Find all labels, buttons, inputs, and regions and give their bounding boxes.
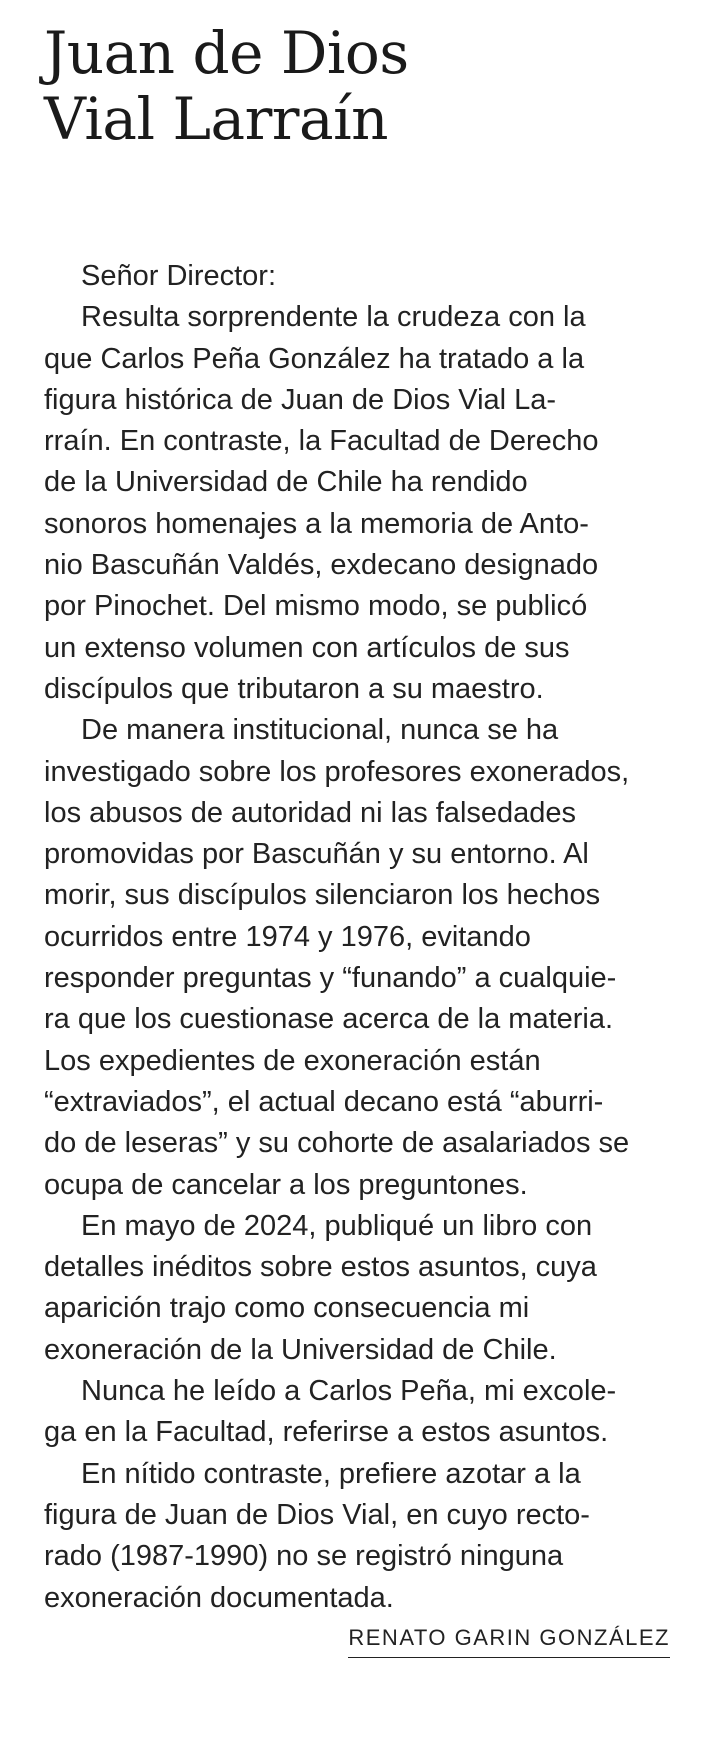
title-line: Juan de Dios (44, 19, 409, 87)
text-line: nio Bascuñán Valdés, exdecano designado (44, 549, 599, 582)
text-line: ocurridos entre 1974 y 1976, evitando (44, 920, 531, 953)
text-line: un extenso volumen con artículos de sus (44, 631, 570, 664)
text-line: que Carlos Peña González ha tratado a la (44, 342, 585, 375)
text-line: Nunca he leído a Carlos Peña, mi excole- (81, 1375, 617, 1408)
letter-title (44, 20, 670, 152)
text-line: aparición trajo como consecuencia mi (44, 1292, 530, 1325)
text-line: Señor Director: (81, 260, 277, 292)
letter-body (44, 256, 670, 1619)
text-line: figura de Juan de Dios Vial, en cuyo recto- (44, 1498, 590, 1531)
text-line: promovidas por Bascuñán y su entorno. Al (44, 838, 589, 871)
author-signature: RENATO GARIN GONZÁLEZ (348, 1625, 670, 1658)
text-line: ga en la Facultad, referirse a estos asuntos. (44, 1416, 609, 1449)
text-line: ra que los cuestionase acerca de la materia. (44, 1003, 614, 1036)
signature-block (44, 1625, 670, 1658)
text-line: De manera institucional, nunca se ha (81, 714, 559, 747)
text-line: En nítido contraste, prefiere azotar a la (81, 1457, 581, 1490)
text-line: morir, sus discípulos silenciaron los hechos (44, 879, 601, 912)
text-line: rraín. En contraste, la Facultad de Derecho (44, 425, 599, 458)
text-line: investigado sobre los profesores exonerados, (44, 755, 630, 788)
text-line: Los expedientes de exoneración están (44, 1044, 541, 1077)
text-line: figura histórica de Juan de Dios Vial La- (44, 383, 557, 416)
text-line: rado (1987-1990) no se registró ninguna (44, 1540, 564, 1573)
text-line: por Pinochet. Del mismo modo, se publicó (44, 590, 588, 623)
text-line: detalles inéditos sobre estos asuntos, cuya (44, 1251, 597, 1284)
text-line: Resulta sorprendente la crudeza con la (81, 301, 586, 334)
title-line: Vial Larraín (44, 85, 389, 153)
text-line: los abusos de autoridad ni las falsedades (44, 796, 577, 829)
text-line: de la Universidad de Chile ha rendido (44, 466, 528, 499)
text-line: “extraviados”, el actual decano está “aburri- (44, 1085, 604, 1118)
text-line: do de leseras” y su cohorte de asalariados se (44, 1127, 630, 1160)
text-line: exoneración de la Universidad de Chile. (44, 1333, 557, 1366)
text-line: exoneración documentada. (44, 1581, 394, 1614)
text-line: discípulos que tributaron a su maestro. (44, 672, 544, 705)
text-line: ocupa de cancelar a los preguntones. (44, 1168, 528, 1201)
text-line: sonoros homenajes a la memoria de Anto- (44, 507, 589, 540)
text-line: responder preguntas y “funando” a cualquie- (44, 962, 617, 995)
text-line: En mayo de 2024, publiqué un libro con (81, 1209, 593, 1242)
